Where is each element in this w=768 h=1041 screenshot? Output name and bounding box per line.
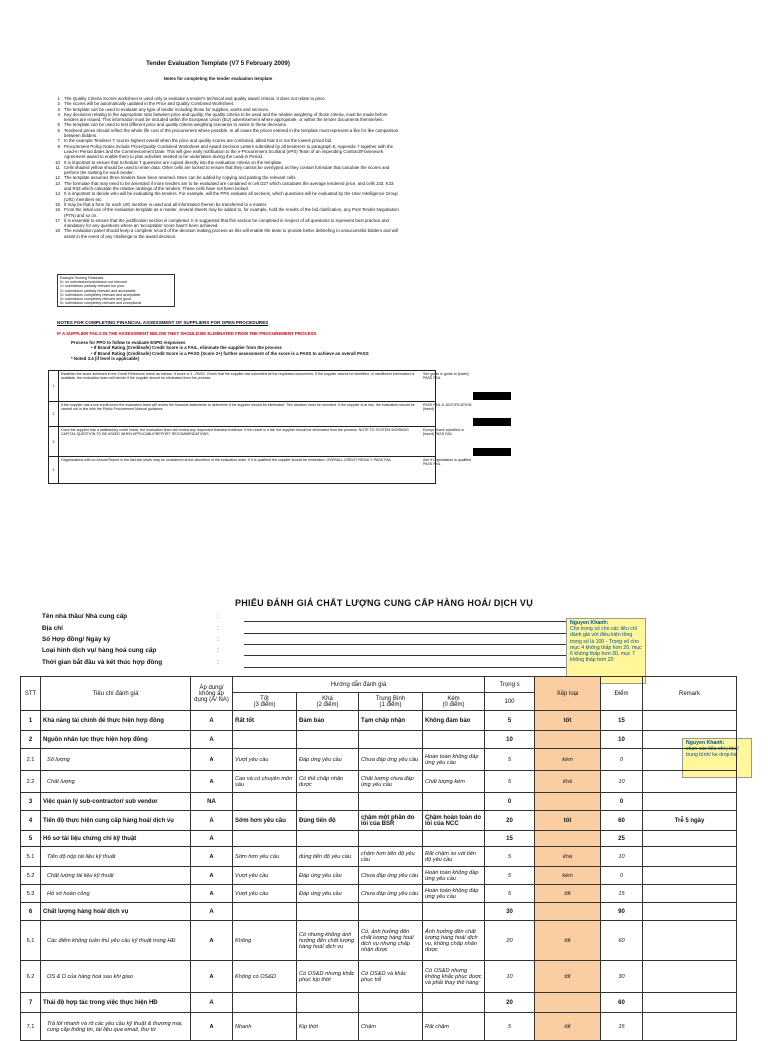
note-number: 18 <box>55 228 60 234</box>
note-item <box>52 128 402 139</box>
row-weight[interactable]: 5 <box>485 771 535 793</box>
comment-author: Nguyen Khanh: <box>686 740 725 746</box>
note-number: 15 <box>55 201 60 207</box>
row-rating[interactable]: tốt <box>535 921 601 961</box>
row-rating[interactable] <box>535 731 601 749</box>
header-kem: Kém (0 điểm) <box>423 693 485 711</box>
header-rating: Xếp loại <box>535 677 601 711</box>
row-stt: 5.1 <box>21 847 41 867</box>
row-stt: 5.3 <box>21 885 41 903</box>
row-rating[interactable]: tốt <box>535 1013 601 1041</box>
row-guide-tb: Chất lượng chưa đáp ứng yêu cầu <box>359 771 423 793</box>
note-text: Procurement Policy Notes include Price/Quality Combined Worksheet and Award Decision Letters submitted by all tenderers to paragraph 8, Appendix 7 together with the Lead-in Period dates and the Commencement Date. This will give early notification to the e-Procurement Scotland (ePS) Team of an impending Contract/Framework Agreement award to enable them to plan activities needed to be undertaken during the Lead-in Period. <box>64 143 394 160</box>
form-field-label: Thời gian bắt đầu và kết thúc hợp đồng <box>42 659 163 666</box>
row-guide-kha: Có OS&D nhưng khắc phục kịp thời <box>297 961 359 993</box>
comment-box-weights[interactable] <box>566 618 646 684</box>
financial-assessment-heading: NOTES FOR COMPLETING FINANCIAL ASSESSMENT OF SUPPLIERS FOR OPEN PROCEDURES <box>57 320 269 325</box>
ppo-process-text <box>71 340 391 361</box>
note-number: 3 <box>57 106 60 112</box>
row-remark[interactable]: Trễ 5 ngày <box>643 811 737 831</box>
scoring-line: 5= submission completely relevant and exceptional <box>60 301 142 306</box>
row-rating[interactable]: tốt <box>535 885 601 903</box>
table-row <box>21 771 737 793</box>
row-guide-kem: Hoàn toàn không đáp ứng yêu cầu <box>423 749 485 771</box>
row-guide-kem: Ảnh hưởng đến chất lượng hàng hoá/ dịch vụ, không chấp nhận được <box>423 921 485 961</box>
header-stt: STT <box>21 677 41 711</box>
note-text: The Quality Criteria Scores worksheet is used only to evaluate a tender's technical and quality award criteria. It does not relate to price. <box>64 96 326 101</box>
row-guide-tot <box>233 793 297 811</box>
row-criteria: Tiến độ thực hiện cung cấp hàng hoá/ dịch vụ <box>41 811 191 831</box>
row-guide-kha <box>297 793 359 811</box>
black-fill-cell <box>473 418 511 426</box>
header-criteria: Tiêu chí đánh giá <box>41 677 191 711</box>
note-text: The template can be used to evaluate any type of tender including those for supplies, works and services. <box>64 106 270 112</box>
row-score: 30 <box>601 961 643 993</box>
table-row <box>21 903 737 921</box>
row-stt: 6.2 <box>21 961 41 993</box>
row-applies: A <box>191 811 233 831</box>
row-criteria: Hồ sơ tài liệu chứng chỉ kỹ thuật <box>41 831 191 847</box>
row-rating[interactable]: tốt <box>535 711 601 731</box>
note-number: 17 <box>55 217 60 223</box>
row-stt: 1 <box>21 711 41 731</box>
row-score: 0 <box>601 793 643 811</box>
row-guide-tot <box>233 831 297 847</box>
grid-row-result: PASS FAIL & JUSTIFICATION [insert] <box>423 403 472 412</box>
row-criteria: Nguồn nhân lực thực hiện hợp đồng <box>41 731 191 749</box>
row-guide-kha <box>297 731 359 749</box>
row-guide-kem: Chất lượng kém <box>423 771 485 793</box>
grid-row-result: Ask if Organisation is qualified PASS FAIL <box>423 458 472 467</box>
row-guide-kem: Rất chậm <box>423 1013 485 1041</box>
row-stt: 5.2 <box>21 867 41 885</box>
row-applies: A <box>191 867 233 885</box>
grid-row-number: 1 <box>49 371 59 401</box>
note-text: The template can be used to test different price and quality criteria weighting scenarios to assist in these decisions. <box>64 122 287 128</box>
row-guide-tb: Có, ảnh hưởng đến chất lượng hàng hoá/ dịch vụ nhưng chấp nhận được <box>359 921 423 961</box>
row-remark[interactable] <box>643 921 737 961</box>
row-guide-kha: đúng tiến độ yêu cầu <box>297 847 359 867</box>
note-text: From the initial use of the evaluation template as a master, several sheets may be added to, for example, hold the results of the bid clarification, any Post Tender Negotiation (PTN) and so on. <box>64 207 399 218</box>
comment-text: Cho trọng số cho các tiêu chí đánh giá với điều kiện tổng trọng số là 100 - Trọng số cho mục 4 không thấp hơn 20, mục 6 không thấp hơn 30, mục 7 không thấp hơn 20 <box>570 626 642 664</box>
note-text: Cells shaded yellow should be used to enter data. Other cells are locked to ensure that they cannot be overtyped as they contain formulae that calculate the scores and perform the ranking for each tender. <box>64 164 390 176</box>
credit-grid-row <box>49 426 464 457</box>
row-guide-kha: Có thể chấp nhận được <box>297 771 359 793</box>
note-text: It is important to decide who will be evaluating the tenders. For example, will the PPS evaluate all sections, which questions will be evaluated by the User Intelligence Group (UIG) members etc. <box>64 191 398 202</box>
note-item <box>52 181 402 192</box>
scoring-line: 2= submission partially relevant and acceptable <box>60 288 136 293</box>
row-weight[interactable]: 5 <box>485 749 535 771</box>
row-guide-kem <box>423 731 485 749</box>
table-row <box>21 1013 737 1041</box>
row-guide-tb <box>359 793 423 811</box>
row-stt: 3 <box>21 793 41 811</box>
row-guide-tot: Không có OS&D <box>233 961 297 993</box>
row-rating[interactable] <box>535 993 601 1013</box>
row-applies: A <box>191 903 233 921</box>
row-stt: 2.2 <box>21 771 41 793</box>
header-weight-total: 100 <box>485 693 535 711</box>
note-number: 5 <box>57 122 60 128</box>
row-weight[interactable]: 5 <box>485 1013 535 1041</box>
note-text: The scores will be automatically updated in the Price and Quality Combined Worksheet. <box>64 101 235 107</box>
row-weight[interactable]: 20 <box>485 921 535 961</box>
row-guide-tb <box>359 993 423 1013</box>
grid-row-number: 2 <box>49 402 59 427</box>
row-guide-tb: Tạm chấp nhận <box>359 711 423 731</box>
elimination-warning: IF A SUPPLIER FAILS IN THE ASSESSMENT BELOW THEY SHOULD BE ELIMINATED FROM THE PROCUREMENT PROCESS <box>57 331 317 336</box>
header-weight: Trọng s <box>485 677 535 693</box>
row-rating[interactable]: khá <box>535 771 601 793</box>
row-applies: A <box>191 1013 233 1041</box>
note-text: It may be that a form for each UIG member is used and all information therein be transferred to a master. <box>64 201 268 207</box>
row-remark[interactable] <box>643 847 737 867</box>
form-field-colon: : <box>217 625 219 632</box>
row-applies: A <box>191 921 233 961</box>
row-guide-kem <box>423 793 485 811</box>
row-remark[interactable] <box>643 793 737 811</box>
note-number: 1 <box>57 96 60 101</box>
row-score: 15 <box>601 885 643 903</box>
row-criteria: Các điểm không tuân thủ yêu cầu kỹ thuật trong HĐ <box>41 921 191 961</box>
row-weight[interactable]: 5 <box>485 847 535 867</box>
scoring-line: 4= submission completely relevant and good <box>60 297 132 302</box>
row-guide-tot <box>233 993 297 1013</box>
row-weight[interactable]: 5 <box>485 711 535 731</box>
row-remark[interactable] <box>643 961 737 993</box>
row-score: 10 <box>601 771 643 793</box>
row-remark[interactable] <box>643 771 737 793</box>
note-number: 11 <box>55 164 60 170</box>
note-text: In the example Tenderer Y scores highest overall when the price and quality scores are combined, albeit that it is not the lowest priced bid. <box>64 138 333 144</box>
row-guide-tb: Chậm <box>359 1013 423 1041</box>
row-guide-kem: Không đảm bảo <box>423 711 485 731</box>
table-row <box>21 921 737 961</box>
grid-row-text: Establish the score achieved in the Credit Reference check as follows. If score is 3 - PASS. Check that the supplier has submitted all the requested documents. If the supplier cannot be identified, or insufficient information is available, the evaluation team will decide if the supplier should be eliminated from the process. <box>61 372 415 381</box>
note-text: It is essential to ensure that the justification section is completed. It is suggested that this section be completed in respect of all questions to represent best practice and mandatory for any questions where an 'acceptable' score hasn't been achieved. <box>64 217 389 229</box>
table-row <box>21 793 737 811</box>
row-stt: 2.1 <box>21 749 41 771</box>
row-guide-tot: Sớm hơn yêu cầu <box>233 811 297 831</box>
row-guide-kha: Đáp ứng yêu cầu <box>297 867 359 885</box>
row-applies: NA <box>191 793 233 811</box>
row-guide-tot: Rất tốt <box>233 711 297 731</box>
row-score: 10 <box>601 731 643 749</box>
row-criteria: Chất lượng tài liệu kỹ thuật <box>41 867 191 885</box>
grid-row-text: Organisations with no Annual Report in the last two years may be considered at the discretion of the evaluation team. If it is qualified the supplier should be eliminated. OVERALL CREDIT RESULT: PASS FAIL <box>61 458 392 462</box>
row-guide-tot: Vượt yêu cầu <box>233 867 297 885</box>
header-tot: Tốt (3 điểm) <box>233 693 297 711</box>
row-guide-tb: chậm hơn tiến độ yêu cầu <box>359 847 423 867</box>
row-guide-kha <box>297 903 359 921</box>
row-weight[interactable]: 15 <box>485 831 535 847</box>
row-rating[interactable]: kém <box>535 749 601 771</box>
row-rating[interactable] <box>535 903 601 921</box>
row-guide-tb <box>359 831 423 847</box>
row-guide-tot <box>233 731 297 749</box>
note-item <box>52 207 402 218</box>
row-criteria: Chất lượng hàng hoá/ dịch vụ <box>41 903 191 921</box>
row-applies: A <box>191 847 233 867</box>
form-field-colon: : <box>217 659 219 666</box>
header-tb: Trung Bình (1 điểm) <box>359 693 423 711</box>
scoring-line: 3= submission completely relevant and acceptable <box>60 292 141 297</box>
ppo-process-line: • If Brand Rating (Creditsafe) Credit Score is a FAIL, eliminate the supplier from the process <box>91 345 282 351</box>
evaluation-table <box>20 676 737 1041</box>
row-remark[interactable] <box>643 867 737 885</box>
scoring-rationale-box <box>57 274 175 307</box>
row-score: 0 <box>601 749 643 771</box>
note-number: 2 <box>57 101 60 107</box>
note-number: 7 <box>57 138 60 144</box>
grid-row-number: 3 <box>49 427 59 457</box>
grid-row-text: If the supplier has a low credit score the evaluation team will review the financial statements to determine if the supplier should be eliminated. This decision must be recorded. If the supplier is at risk, the evaluation should be carried out in line with the Public Procurement Manual guidance. <box>61 403 415 412</box>
row-guide-kha <box>297 993 359 1013</box>
row-applies: A <box>191 831 233 847</box>
grid-row-text: Once the supplier has a satisfactory credit check, the evaluation team will review any requested financial evidence. If the result is a fail, the supplier should be eliminated from the process. NOTE TO SYSTEM WORKING CAPITAL QUESTION TO BE ASKED WHEN APPLICABLE/REPORT RECOMMENDATIONS <box>61 428 409 437</box>
row-guide-kem: Chậm hoàn toàn do lỗi của NCC <box>423 811 485 831</box>
row-criteria: Thái độ hợp tác trong việc thực hiện HĐ <box>41 993 191 1013</box>
row-weight[interactable]: 20 <box>485 811 535 831</box>
note-item <box>52 218 402 229</box>
row-stt: 7.1 <box>21 1013 41 1041</box>
form-field-label: Loại hình dịch vụ/ hàng hoá cung cấp <box>42 647 157 654</box>
scoring-line: Example Scoring Rationale: <box>60 276 105 280</box>
row-stt: 7 <box>21 993 41 1013</box>
row-remark[interactable] <box>643 993 737 1013</box>
note-text: It is important to ensure that Schedule 7 questions are copied directly into the evaluation criteria on the template. <box>64 159 283 165</box>
row-guide-tb: chậm một phần do lỗi của BSR <box>359 811 423 831</box>
table-row <box>21 711 737 731</box>
row-criteria: Chất lượng <box>41 771 191 793</box>
note-number: 16 <box>55 207 60 213</box>
row-guide-tb: Chưa đáp ứng yêu cầu <box>359 867 423 885</box>
row-guide-tb <box>359 903 423 921</box>
note-number: 14 <box>55 191 60 197</box>
header-applies: Áp dụng/ không áp dụng (A/ NA) <box>191 677 233 711</box>
row-score: 60 <box>601 921 643 961</box>
table-row <box>21 847 737 867</box>
row-guide-tot: Vượt yêu cầu <box>233 885 297 903</box>
note-item <box>52 112 402 123</box>
comment-text: chọn các tiêu chí j khá/ trung bình/ ke drop-list <box>686 746 739 759</box>
form-field-input-line[interactable] <box>244 655 566 656</box>
note-item <box>52 144 402 160</box>
black-fill-cell <box>473 448 511 456</box>
form-field-label: Địa chỉ <box>42 625 63 632</box>
row-guide-kha: Kịp thời <box>297 1013 359 1041</box>
header-score: Điểm <box>601 677 643 711</box>
form-field-label: Tên nhà thầu/ Nhà cung cấp <box>42 613 128 620</box>
row-guide-kha: Đúng tiến độ <box>297 811 359 831</box>
note-text: Key decisions relating to the appropriate ratio between price and quality, the quality criteria to be used and the relative weighting of those criteria, must be made before tenders are issued. This information must be included within the European Union (EU) advertisement where appropriate, or within the tender documents themselves. <box>64 111 388 123</box>
row-applies: A <box>191 961 233 993</box>
note-number: 13 <box>55 180 60 186</box>
form-field-colon: : <box>217 636 219 643</box>
row-remark[interactable] <box>643 731 737 749</box>
comment-author: Nguyen Khanh: <box>570 620 609 626</box>
row-guide-kem: Hoàn toàn không đáp ứng yêu cầu <box>423 867 485 885</box>
row-stt: 4 <box>21 811 41 831</box>
row-criteria: Trả lời nhanh và rõ các yêu cầu kỹ thuật & thương mại, cung cấp thông tin, tài liệu qua email, thư từ <box>41 1013 191 1041</box>
evaluation-form-title: PHIẾU ĐÁNH GIÁ CHẤT LƯỢNG CUNG CẤP HÀNG HOÁ/ DỊCH VỤ <box>234 598 534 608</box>
form-field-label: Số Hợp đồng/ Ngày ký <box>42 636 111 643</box>
black-fill-cell <box>473 392 511 400</box>
row-guide-kha: Đáp ứng yêu cầu <box>297 885 359 903</box>
row-guide-tot: Không <box>233 921 297 961</box>
row-applies: A <box>191 771 233 793</box>
note-number: 4 <box>57 111 60 117</box>
row-rating[interactable]: tốt <box>535 961 601 993</box>
row-weight[interactable]: 10 <box>485 961 535 993</box>
row-remark[interactable] <box>643 1013 737 1041</box>
grid-row-result: See guide in guide to [insert] PASS FAIL <box>423 372 469 381</box>
row-guide-tb: Có OS&D và khắc phục trễ <box>359 961 423 993</box>
form-field-colon: : <box>217 613 219 620</box>
row-remark[interactable] <box>643 885 737 903</box>
form-field-colon: : <box>217 647 219 654</box>
note-number: 8 <box>57 143 60 149</box>
row-guide-kem: Rất chậm so với tiến độ yêu cầu <box>423 847 485 867</box>
row-criteria: Việc quản lý sub-contractor/ sub vendor <box>41 793 191 811</box>
row-weight[interactable]: 20 <box>485 993 535 1013</box>
row-guide-tot: Vượt yêu cầu <box>233 749 297 771</box>
note-item <box>52 191 402 202</box>
note-number: 12 <box>55 175 60 181</box>
row-applies: A <box>191 885 233 903</box>
credit-grid-row <box>49 371 469 401</box>
ppo-process-line: • If Brand Rating (Creditsafe) Credit Score is a PASS (Score 3+) further assessment of the score is a PASS to achieve an overall PASS <box>91 350 369 356</box>
row-rating[interactable] <box>535 831 601 847</box>
table-row <box>21 867 737 885</box>
row-guide-tot: Cao và có chuyên môn sâu <box>233 771 297 793</box>
table-row <box>21 749 737 771</box>
form-field-input-line[interactable] <box>244 621 566 622</box>
credit-grid-row <box>49 456 472 484</box>
table-row <box>21 731 737 749</box>
row-criteria: Hồ sơ hoàn công <box>41 885 191 903</box>
table-row <box>21 993 737 1013</box>
row-score: 15 <box>601 711 643 731</box>
note-text: Tendered prices should reflect the whole life cost of the procurement where possible. In all cases the prices entered in the template must represent a like for like comparison between bidders. <box>64 127 399 139</box>
row-stt: 2 <box>21 731 41 749</box>
row-guide-tot: Nhanh <box>233 1013 297 1041</box>
row-score: 60 <box>601 993 643 1013</box>
row-weight[interactable]: 5 <box>485 885 535 903</box>
row-criteria: OS & D của hàng hoá sau khi giao <box>41 961 191 993</box>
row-remark[interactable] <box>643 749 737 771</box>
row-score: 15 <box>601 1013 643 1041</box>
row-criteria: Khả năng tài chính để thực hiện hợp đồng <box>41 711 191 731</box>
row-applies: A <box>191 749 233 771</box>
scoring-line: 1= submission partially relevant but poor <box>60 284 125 289</box>
row-guide-kha: Có nhưng không ảnh hưởng đến chất lượng hàng hoá/ dịch vụ <box>297 921 359 961</box>
row-weight[interactable]: 0 <box>485 793 535 811</box>
row-weight[interactable]: 10 <box>485 731 535 749</box>
row-criteria: Số lượng <box>41 749 191 771</box>
row-score: 25 <box>601 831 643 847</box>
scoring-line: 0= no submission/submission not relevant <box>60 280 127 285</box>
row-score: 10 <box>601 847 643 867</box>
row-remark[interactable] <box>643 831 737 847</box>
row-rating[interactable] <box>535 793 601 811</box>
row-rating[interactable]: tốt <box>535 811 601 831</box>
row-rating[interactable]: khá <box>535 847 601 867</box>
row-guide-kem: Hoàn toàn không đáp ứng yêu cầu <box>423 885 485 903</box>
row-guide-kem <box>423 831 485 847</box>
row-stt: 6.1 <box>21 921 41 961</box>
form-field-input-line[interactable] <box>244 633 566 634</box>
row-applies: A <box>191 711 233 731</box>
table-row <box>21 961 737 993</box>
row-score: 60 <box>601 811 643 831</box>
note-item <box>52 165 402 176</box>
grid-row-number: 4 <box>49 457 59 484</box>
row-remark[interactable] <box>643 903 737 921</box>
ppo-process-line: Process for PPO to follow to evaluate ESPD responses <box>71 340 186 345</box>
row-score: 90 <box>601 903 643 921</box>
form-field-input-line[interactable] <box>244 644 566 645</box>
grid-row-result: Except where specified in [insert] PASS FAIL <box>423 428 464 437</box>
row-guide-tot <box>233 903 297 921</box>
credit-check-grid <box>48 370 472 484</box>
row-guide-tot: Sớm hơn yêu cầu <box>233 847 297 867</box>
form-field-input-line[interactable] <box>244 667 566 668</box>
row-remark[interactable] <box>643 711 737 731</box>
row-guide-tb: Chưa đáp ứng yêu cầu <box>359 749 423 771</box>
row-applies: A <box>191 993 233 1013</box>
row-guide-kem <box>423 903 485 921</box>
note-number: 6 <box>57 127 60 133</box>
row-stt: 5 <box>21 831 41 847</box>
note-text: The evaluation panel should keep a complete record of the decision making process as this will enable the team to provide better debriefing to unsuccessful bidders and will assist in the event of any challenge to the award decision. <box>64 228 398 239</box>
template-title: Tender Evaluation Template (V7 5 February 2009) <box>146 60 290 67</box>
row-score: 0 <box>601 867 643 885</box>
credit-grid-row <box>49 401 472 427</box>
row-weight[interactable]: 5 <box>485 867 535 885</box>
note-text: The template assumes three tenders have been returned. More can be added by copying and pasting the relevant cells. <box>64 175 297 181</box>
note-text: The formulae that may need to be amended if more tenders are to be evaluated are contained in cell D27 which calculates the average tendered price, and cells J33, K33 and R33 which calculate the relative rankings of the tenders. These cells have not been locked. <box>64 180 394 192</box>
row-rating[interactable]: kém <box>535 867 601 885</box>
row-weight[interactable]: 30 <box>485 903 535 921</box>
template-subtitle: Notes for completing the tender evaluation template <box>163 76 273 81</box>
row-guide-kem: Có OS&D nhưng không khắc phục được và phải thay thế hàng <box>423 961 485 993</box>
row-criteria: Tiến độ nộp tài liệu kỹ thuật <box>41 847 191 867</box>
row-guide-kha <box>297 831 359 847</box>
note-number: 10 <box>55 159 60 165</box>
table-row <box>21 811 737 831</box>
header-kha: Khá (2 điểm) <box>297 693 359 711</box>
row-guide-kem <box>423 993 485 1013</box>
table-row <box>21 885 737 903</box>
header-remark: Remark <box>643 677 737 711</box>
ppo-process-line: * Noted 3.4 (if level is applicable) <box>71 355 140 361</box>
row-guide-kha: Đáp ứng yêu cầu <box>297 749 359 771</box>
notes-list <box>52 96 402 239</box>
row-applies: A <box>191 731 233 749</box>
row-guide-tb <box>359 731 423 749</box>
row-guide-kha: Đảm bảo <box>297 711 359 731</box>
row-guide-tb: Chưa đáp ứng yêu cầu <box>359 885 423 903</box>
row-stt: 6 <box>21 903 41 921</box>
note-item <box>52 228 402 239</box>
header-guide: Hướng dẫn đánh giá <box>233 677 485 693</box>
table-row <box>21 831 737 847</box>
